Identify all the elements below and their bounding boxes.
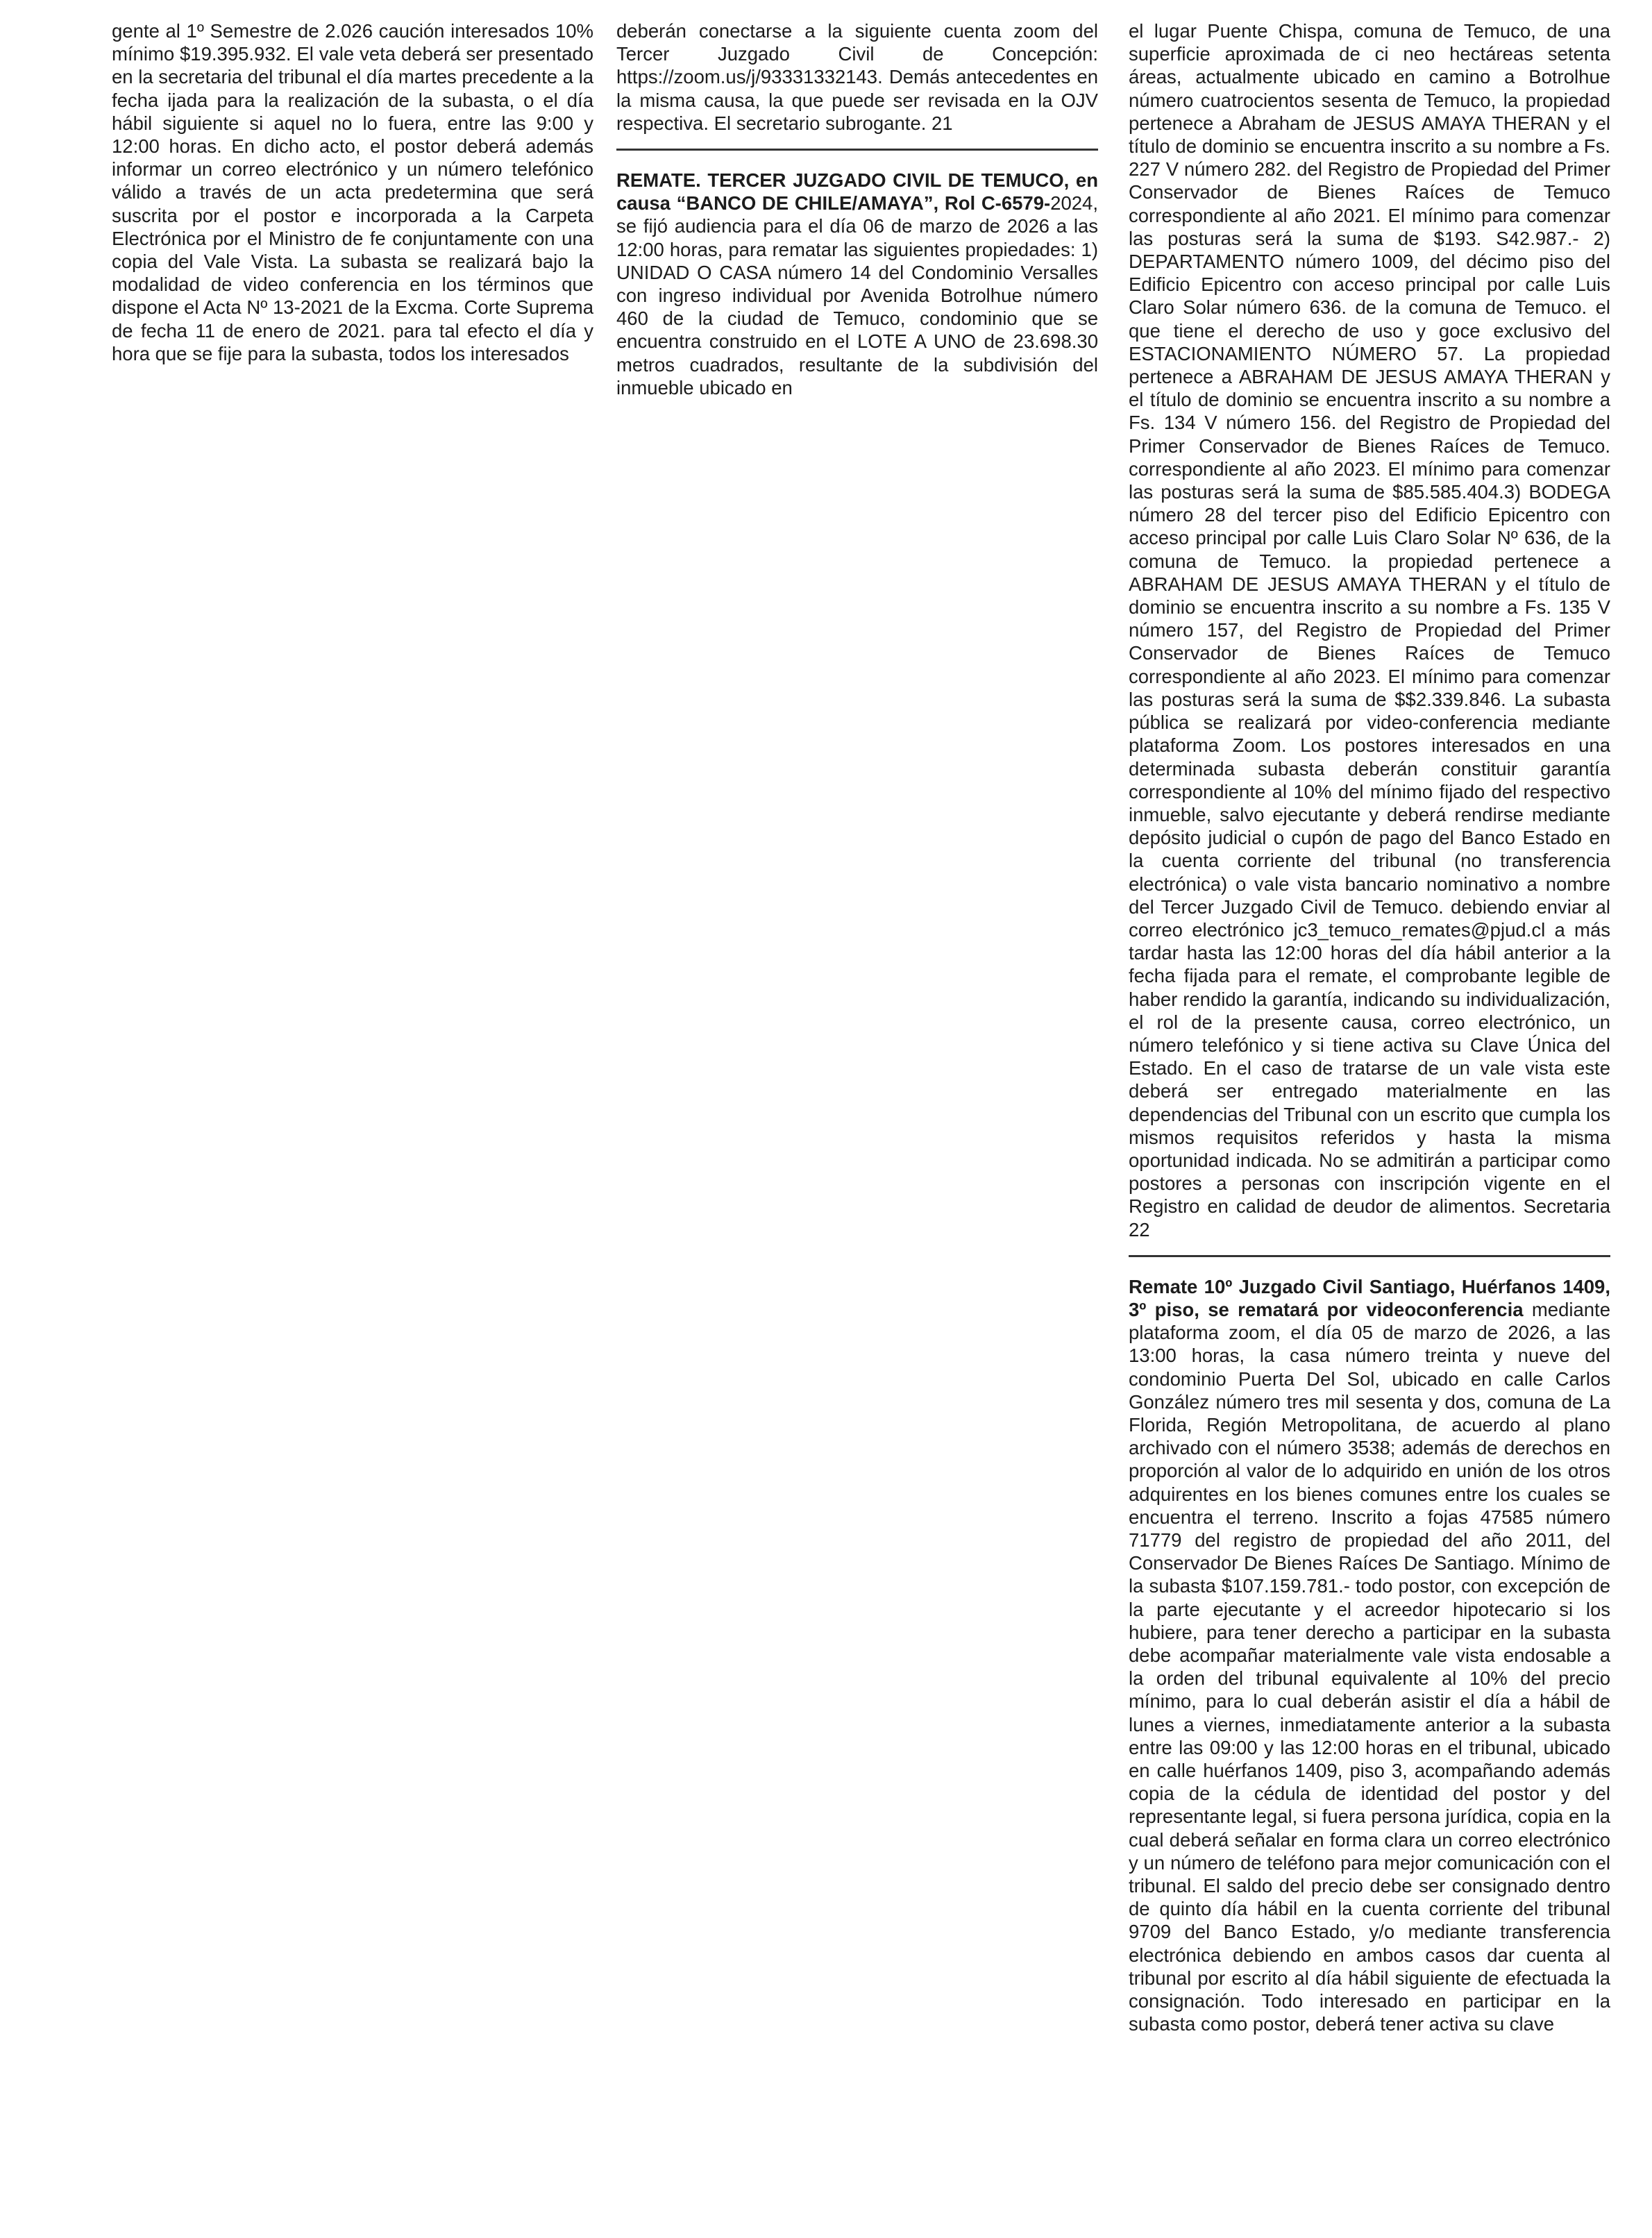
notice-continuation: gente al 1º Semestre de 2.026 caución interesados 10% mínimo $19.395.932. El vale veta deberá ser presentado en la secretaria del tribunal el día martes precedente a la fecha ijada para la realización de la subasta, o el día hábil siguiente si aquel no lo fuera, entre las 9:00 y 12:00 horas. En dicho acto, el postor deberá además informar un correo electrónico y un número telefónico válido a través de un acta predetermina que será suscrita por el postor e incorporada a la Carpeta Electrónica por el Ministro de fe conjuntamente con una copia del Vale Vista. La subasta se realizará bajo la modalidad de video conferencia en los términos que dispone el Acta Nº 13-2021 de la Excma. Corte Suprema de fecha 11 de enero de 2021. para tal efecto el día y hora que se fije para la subasta, todos los interesados xyxy=(112,20,594,364)
notice-heading: REMATE. TERCER JUZGADO CIVIL DE TEMUCO, en causa “BANCO DE CHILE/AMAYA”, Rol C-6579- xyxy=(616,169,1098,214)
notice-remate-temuco-continuation: el lugar Puente Chispa, comuna de Temuco, de una superficie aproximada de ci neo hectáreas setenta áreas, actualmente ubicado en camino a Botrolhue número cuatrocientos sesenta de Temuco, la propiedad pertenece a Abraham de JESUS AMAYA THERAN y el título de dominio se encuentra inscrito a su nombre a Fs. 227 V número 282. del Registro de Propiedad del Primer Conservador de Bienes Raíces de Temuco correspondiente al año 2021. El mínimo para comenzar las posturas será la suma de $193. S42.987.- 2) DEPARTAMENTO número 1009, del décimo piso del Edificio Epicentro con acceso principal por calle Luis Claro Solar número 636. de la comuna de Temuco. el que tiene el derecho de uso y goce exclusivo del ESTACIONAMIENTO NÚMERO 57. La propiedad pertenece a ABRAHAM DE JESUS AMAYA THERAN y el título de dominio se encuentra inscrito a su nombre a Fs. 134 V número 156. del Registro de Propiedad del Primer Conservador de Bienes Raíces de Temuco. correspondiente al año 2023. El mínimo para comenzar las posturas será la suma de $85.585.404.3) BODEGA número 28 del tercer piso del Edificio Epicentro con acceso principal por calle Luis Claro Solar Nº 636, de la comuna de Temuco. la propiedad pertenece a ABRAHAM DE JESUS AMAYA THERAN y el título de dominio se encuentra inscrito a su nombre a Fs. 135 V número 157, del Registro de Propiedad del Primer Conservador de Bienes Raíces de Temuco correspondiente al año 2023. El mínimo para comenzar las posturas será la suma de $$2.339.846. La subasta pública se realizará por video-conferencia mediante plataforma Zoom. Los postores interesados en una determinada subasta deberán constituir garantía correspondiente al 10% del mínimo fijado del respectivo inmueble, salvo ejecutante y deberá rendirse mediante depósito judicial o cupón de pago del Banco Estado en la cuenta corriente del tribunal (no transferencia electrónica) o vale vista bancario nominativo a nombre del Tercer Juzgado Civil de Temuco. debiendo enviar al correo electrónico jc3_temuco_remates@pjud.cl a más tardar hasta las 12:00 horas del día hábil anterior a la fecha fijada para el remate, el comprobante legible de haber rendido la garantía, indicando su individualización, el rol de la presente causa, correo electrónico, un número telefónico y si tiene activa su Clave Única del Estado. En el caso de tratarse de un vale vista este deberá ser entregado materialmente en las dependencias del Tribunal con un escrito que cumpla los mismos requisitos referidos y hasta la misma oportunidad indicada. No se admitirán a participar como postores a personas con inscripción vigente en el Registro en calidad de deudor de alimentos. Secretaria 22 xyxy=(1129,20,1610,1240)
notice-remate-santiago xyxy=(1129,1275,1610,2036)
column-right xyxy=(1129,19,1610,2035)
notice-remate-temuco xyxy=(616,169,1098,399)
column-middle xyxy=(616,19,1098,399)
notice-heading: Remate 10º Juzgado Civil Santiago, Huérfanos 1409, 3º piso, se rematará por videoconferencia xyxy=(1129,1275,1610,1320)
notice-divider xyxy=(616,149,1098,151)
notice-continuation: deberán conectarse a la siguiente cuenta zoom del Tercer Juzgado Civil de Concepción: https://zoom.us/j/93331332143. Demás antecedentes en la misma causa, la que puede ser revisada en la OJV respectiva. El secretario subrogante. 21 xyxy=(616,20,1098,134)
notice-body: mediante plataforma zoom, el día 05 de marzo de 2026, a las 13:00 horas, la casa número treinta y nueve del condominio Puerta Del Sol, ubicado en calle Carlos González número tres mil sesenta y dos, comuna de La Florida, Región Metropolitana, de acuerdo al plano archivado con el número 3538; además de derechos en proporción al valor de lo adquirido en unión de los otros adquirentes en los bienes comunes entre los cuales se encuentra el terreno. Inscrito a fojas 47585 número 71779 del registro de propiedad del año 2011, del Conservador De Bienes Raíces De Santiago. Mínimo de la subasta $107.159.781.- todo postor, con excepción de la parte ejecutante y el acreedor hipotecario si los hubiere, para tener derecho a participar en la subasta debe acompañar materialmente vale vista endosable a la orden del tribunal equivalente al 10% del precio mínimo, para lo cual deberán asistir el día a hábil de lunes a viernes, inmediatamente anterior a la subasta entre las 09:00 y las 12:00 horas en el tribunal, ubicado en calle huérfanos 1409, piso 3, acompañando además copia de la cédula de identidad del postor y del representante legal, si fuera persona jurídica, copia en la cual deberá señalar en forma clara un correo electrónico y un número de teléfono para mejor comunicación con el tribunal. El saldo del precio debe ser consignado dentro de quinto día hábil en la cuenta corriente del tribunal 9709 del Banco Estado, y/o mediante transferencia electrónica debiendo en ambos casos dar cuenta al tribunal por escrito al día hábil siguiente de efectuada la consignación. Todo interesado en participar en la subasta como postor, deberá tener activa su clave xyxy=(1129,1298,1610,2035)
notice-divider xyxy=(1129,1255,1610,1257)
notice-body: 2024, se fijó audiencia para el día 06 de marzo de 2026 a las 12:00 horas, para rematar las siguientes propiedades: 1) UNIDAD O CASA número 14 del Condominio Versalles con ingreso individual por Avenida Botrolhue número 460 de la ciudad de Temuco, condominio que se encuentra construido en el LOTE A UNO de 23.698.30 metros cuadrados, resultante de la subdivisión del inmueble ubicado en xyxy=(616,192,1098,398)
column-left xyxy=(112,19,593,365)
